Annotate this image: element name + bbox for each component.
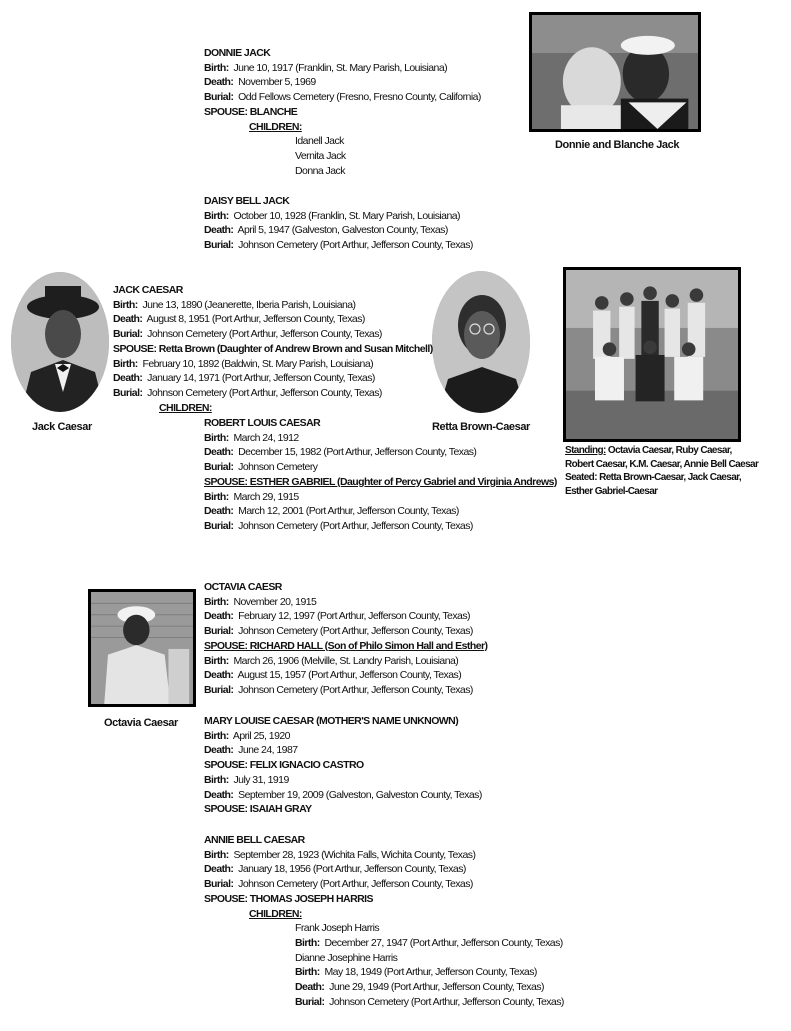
photo-retta-brown-caesar	[432, 271, 530, 413]
spouse-line: SPOUSE: ISAIAH GRAY	[204, 803, 312, 816]
child-name: Vernita Jack	[295, 149, 346, 162]
spouse-line: SPOUSE: THOMAS JOSEPH HARRIS	[204, 892, 373, 905]
entry-jack-caesar: JACK CAESAR Birth: June 13, 1890 (Jeanerette, Iberia Parish, Louisiana) Death: August 8, 1951 (Port Arthur, Jefferson County, Texas) Burial: Johnson Cemetery (Port Arthur, Jefferson County, Texas) SPOUSE: Retta Brown (Daughter of Andrew Brown and Susan Mitchell) Birth: February 10, 1892 (Baldwin, St. Mary Parish, Louisiana) Death: January 14, 1971 (Port Arthur, Jefferson County, Texas) Burial: Johnson Cemetery (Port Arthur, Jefferson County, Texas) CHILDREN:	[113, 284, 433, 414]
caption-jack-caesar: Jack Caesar	[32, 421, 92, 433]
photo-octavia-caesar	[88, 589, 196, 707]
photo-donnie-blanche	[529, 12, 701, 132]
children-heading: CHILDREN:	[249, 120, 302, 133]
caption-retta-brown-caesar: Retta Brown-Caesar	[432, 421, 530, 433]
caption-octavia-caesar: Octavia Caesar	[104, 717, 178, 729]
caption-donnie-blanche: Donnie and Blanche Jack	[555, 139, 680, 151]
child-name: Donna Jack	[295, 164, 345, 177]
photo-jack-caesar	[11, 272, 109, 412]
entry-annie-bell-caesar: ANNIE BELL CAESAR Birth: September 28, 1923 (Wichita Falls, Wichita County, Texas) Death: January 18, 1956 (Port Arthur, Jefferson County, Texas) Burial: Johnson Cemetery (Port Arthur, Jefferson County, Texas) SPOUSE: THOMAS JOSEPH HARRIS CHILDREN: Frank Joseph Harris Birth: December 27, 1947 (Port Arthur, Jefferson County, Texas) Dianne Josephine Harris Birth: May 18, 1949 (Port Arthur, Jefferson County, Texas) Death: June 29, 1949 (Port Arthur, Jefferson County, Texas) Burial: Johnson Cemetery (Port Arthur, Jefferson County, Texas)	[204, 834, 564, 1008]
person-name: ANNIE BELL CAESAR	[204, 834, 305, 846]
entry-daisy-bell-jack: DAISY BELL JACK Birth: October 10, 1928 (Franklin, St. Mary Parish, Louisiana) Death: April 5, 1947 (Galveston, Galveston County, Texas) Burial: Johnson Cemetery (Port Arthur, Jefferson County, Texas)	[204, 195, 473, 252]
spouse-line: SPOUSE: RICHARD HALL (Son of Philo Simon Hall and Esther)	[204, 639, 488, 652]
children-heading: CHILDREN:	[249, 907, 302, 920]
entry-mary-louise-caesar: MARY LOUISE CAESAR (MOTHER'S NAME UNKNOWN) Birth: April 25, 1920 Death: June 24, 1987 SPOUSE: FELIX IGNACIO CASTRO Birth: July 31, 1919 Death: September 19, 2009 (Galveston, Galveston County, Texas) SPOUSE: ISAIAH GRAY	[204, 715, 482, 816]
person-name: DONNIE JACK	[204, 47, 271, 59]
child-name: Dianne Josephine Harris	[295, 951, 398, 964]
person-name: MARY LOUISE CAESAR (MOTHER'S NAME UNKNOWN)	[204, 715, 459, 727]
caption-family-group: Standing: Octavia Caesar, Ruby Caesar, Robert Caesar, K.M. Caesar, Annie Bell Caesar Seated: Retta Brown-Caesar, Jack Caesar, Esther Gabriel-Caesar	[565, 445, 759, 497]
spouse-line: SPOUSE: Retta Brown (Daughter of Andrew Brown and Susan Mitchell)	[113, 342, 433, 355]
entry-donnie-jack: DONNIE JACK Birth: June 10, 1917 (Franklin, St. Mary Parish, Louisiana) Death: November 5, 1969 Burial: Odd Fellows Cemetery (Fresno, Fresno County, California) SPOUSE: BLANCHE CHILDREN: Idanell Jack Vernita Jack Donna Jack	[204, 47, 481, 177]
children-heading: CHILDREN:	[159, 401, 212, 414]
person-name: DAISY BELL JACK	[204, 195, 290, 207]
spouse-line: SPOUSE: FELIX IGNACIO CASTRO	[204, 759, 364, 772]
photo-caesar-family-group	[563, 267, 741, 442]
spouse-line: SPOUSE: BLANCHE	[204, 105, 298, 118]
entry-octavia-caesar: OCTAVIA CAESR Birth: November 20, 1915 Death: February 12, 1997 (Port Arthur, Jefferson County, Texas) Burial: Johnson Cemetery (Port Arthur, Jefferson County, Texas) SPOUSE: RICHARD HALL (Son of Philo Simon Hall and Esther) Birth: March 26, 1906 (Melville, St. Landry Parish, Louisiana) Death: August 15, 1957 (Port Arthur, Jefferson County, Texas) Burial: Johnson Cemetery (Port Arthur, Jefferson County, Texas)	[204, 581, 488, 696]
spouse-line: SPOUSE: ESTHER GABRIEL (Daughter of Percy Gabriel and Virginia Andrews)	[204, 475, 557, 488]
person-name: JACK CAESAR	[113, 284, 183, 296]
person-name: OCTAVIA CAESR	[204, 581, 282, 593]
caption-standing-label: Standing:	[565, 445, 606, 456]
child-name: Frank Joseph Harris	[295, 922, 380, 935]
person-name: ROBERT LOUIS CAESAR	[204, 417, 321, 429]
child-name: Idanell Jack	[295, 135, 344, 148]
entry-robert-louis-caesar: ROBERT LOUIS CAESAR Birth: March 24, 1912 Death: December 15, 1982 (Port Arthur, Jefferson County, Texas) Burial: Johnson Cemetery SPOUSE: ESTHER GABRIEL (Daughter of Percy Gabriel and Virginia Andrews) Birth: March 29, 1915 Death: March 12, 2001 (Port Arthur, Jefferson County, Texas) Burial: Johnson Cemetery (Port Arthur, Jefferson County, Texas)	[204, 417, 557, 532]
